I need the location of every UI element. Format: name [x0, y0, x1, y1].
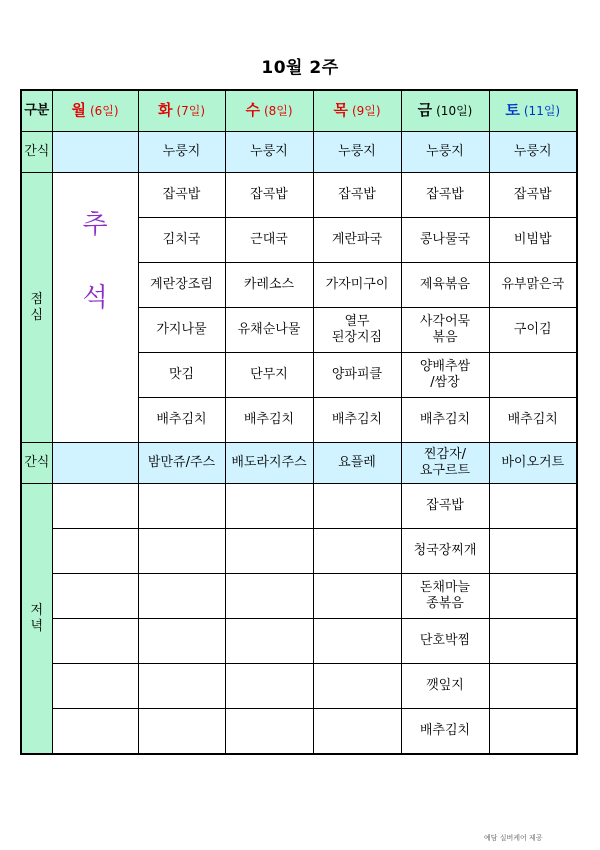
menu-cell: [52, 574, 138, 619]
day-date: (9일): [351, 104, 381, 118]
holiday-char-2: 석: [82, 283, 108, 313]
menu-cell: [138, 619, 225, 664]
menu-cell: 배추김치: [313, 398, 401, 443]
snack-row-afternoon: [21, 443, 577, 484]
menu-cell: 양파피클: [313, 353, 401, 398]
lunch-label-bottom: 심: [30, 307, 44, 323]
holiday-char-1: 추: [82, 210, 108, 240]
menu-cell: 비빔밥: [489, 218, 577, 263]
holiday-cell: [52, 173, 138, 443]
menu-cell: 사각어묵 볶음: [401, 308, 489, 353]
menu-cell: 깻잎지: [401, 664, 489, 709]
menu-cell: [138, 709, 225, 755]
menu-cell: 계란파국: [313, 218, 401, 263]
menu-cell: [138, 529, 225, 574]
day-header-mon: [52, 90, 138, 132]
menu-cell: [225, 529, 313, 574]
day-date: (7일): [176, 104, 206, 118]
menu-cell: [225, 484, 313, 529]
dinner-label-top: 저: [30, 602, 44, 618]
menu-cell: 배추김치: [401, 709, 489, 755]
menu-cell: [313, 709, 401, 755]
dinner-row: [21, 574, 577, 619]
menu-cell: 단호박찜: [401, 619, 489, 664]
menu-cell: 잡곡밥: [313, 173, 401, 218]
menu-cell: 누룽지: [225, 132, 313, 173]
menu-cell: [52, 664, 138, 709]
menu-cell: [225, 709, 313, 755]
menu-cell: 누룽지: [489, 132, 577, 173]
dinner-label-bottom: 녁: [30, 618, 44, 634]
menu-cell: 누룽지: [138, 132, 225, 173]
day-name: 목: [333, 101, 348, 119]
menu-cell: [52, 132, 138, 173]
header-row: [21, 90, 577, 132]
menu-cell: 구이김: [489, 308, 577, 353]
menu-cell: [489, 709, 577, 755]
menu-cell: [313, 574, 401, 619]
menu-cell: 배추김치: [138, 398, 225, 443]
day-date: (6일): [89, 104, 119, 118]
menu-cell: 돈채마늘 종볶음: [401, 574, 489, 619]
menu-cell: 유부맑은국: [489, 263, 577, 308]
menu-cell: 밤만쥬/주스: [138, 443, 225, 484]
lunch-label-top: 점: [30, 291, 44, 307]
dinner-row: [21, 619, 577, 664]
snack-label: 간식: [21, 443, 52, 484]
day-header-tue: [138, 90, 225, 132]
menu-cell: [52, 619, 138, 664]
day-name: 토: [505, 101, 520, 119]
menu-cell: 근대국: [225, 218, 313, 263]
menu-cell: 가자미구이: [313, 263, 401, 308]
dinner-label: [21, 484, 52, 755]
menu-cell: 열무 된장지짐: [313, 308, 401, 353]
snack-row-morning: [21, 132, 577, 173]
menu-cell: [489, 484, 577, 529]
lunch-label: [21, 173, 52, 443]
dinner-row: [21, 484, 577, 529]
category-header: 구분: [21, 90, 52, 132]
menu-cell: [52, 443, 138, 484]
day-header-sat: [489, 90, 577, 132]
menu-cell: 누룽지: [313, 132, 401, 173]
menu-cell: 잡곡밥: [401, 484, 489, 529]
menu-cell: [313, 484, 401, 529]
menu-cell: [225, 664, 313, 709]
menu-cell: [225, 574, 313, 619]
day-date: (11일): [523, 104, 561, 118]
menu-cell: [313, 529, 401, 574]
menu-cell: 잡곡밥: [225, 173, 313, 218]
day-date: (8일): [263, 104, 293, 118]
menu-cell: 잡곡밥: [138, 173, 225, 218]
footer-credit: 예담 실버케어 제공: [484, 834, 543, 842]
menu-cell: 배추김치: [489, 398, 577, 443]
day-name: 수: [245, 101, 260, 119]
menu-cell: 찐감자/ 요구르트: [401, 443, 489, 484]
menu-cell: 콩나물국: [401, 218, 489, 263]
day-header-thu: [313, 90, 401, 132]
menu-cell: 배도라지주스: [225, 443, 313, 484]
menu-cell: 가지나물: [138, 308, 225, 353]
dinner-row: [21, 664, 577, 709]
snack-label: 간식: [21, 132, 52, 173]
day-date: (10일): [436, 104, 473, 118]
menu-cell: [138, 574, 225, 619]
menu-cell: 김치국: [138, 218, 225, 263]
menu-cell: [138, 484, 225, 529]
menu-cell: 잡곡밥: [489, 173, 577, 218]
dinner-row: [21, 529, 577, 574]
menu-cell: 잡곡밥: [401, 173, 489, 218]
menu-cell: 카레소스: [225, 263, 313, 308]
menu-cell: 청국장찌개: [401, 529, 489, 574]
menu-cell: 바이오거트: [489, 443, 577, 484]
day-name: 월: [71, 101, 86, 119]
page-title: 10월 2주: [261, 58, 339, 78]
menu-cell: 제육볶음: [401, 263, 489, 308]
menu-cell: [489, 619, 577, 664]
menu-cell: [52, 709, 138, 755]
day-name: 화: [157, 101, 173, 119]
menu-cell: [313, 664, 401, 709]
dinner-row: [21, 709, 577, 755]
lunch-row: [21, 173, 577, 218]
menu-cell: [489, 664, 577, 709]
menu-cell: 맛김: [138, 353, 225, 398]
day-header-wed: [225, 90, 313, 132]
menu-cell: [489, 574, 577, 619]
menu-cell: [313, 619, 401, 664]
menu-cell: 배추김치: [225, 398, 313, 443]
day-header-fri: [401, 90, 489, 132]
menu-cell: [52, 529, 138, 574]
menu-cell: 단무지: [225, 353, 313, 398]
weekly-menu-table: [20, 89, 578, 755]
menu-cell: 배추김치: [401, 398, 489, 443]
menu-cell: [489, 353, 577, 398]
day-name: 금: [417, 101, 433, 119]
menu-cell: 양배추쌈 /쌈장: [401, 353, 489, 398]
menu-cell: 계란장조림: [138, 263, 225, 308]
menu-cell: 누룽지: [401, 132, 489, 173]
menu-cell: 유채순나물: [225, 308, 313, 353]
menu-cell: [138, 664, 225, 709]
menu-cell: [489, 529, 577, 574]
menu-cell: [225, 619, 313, 664]
menu-cell: [52, 484, 138, 529]
menu-cell: 요플레: [313, 443, 401, 484]
